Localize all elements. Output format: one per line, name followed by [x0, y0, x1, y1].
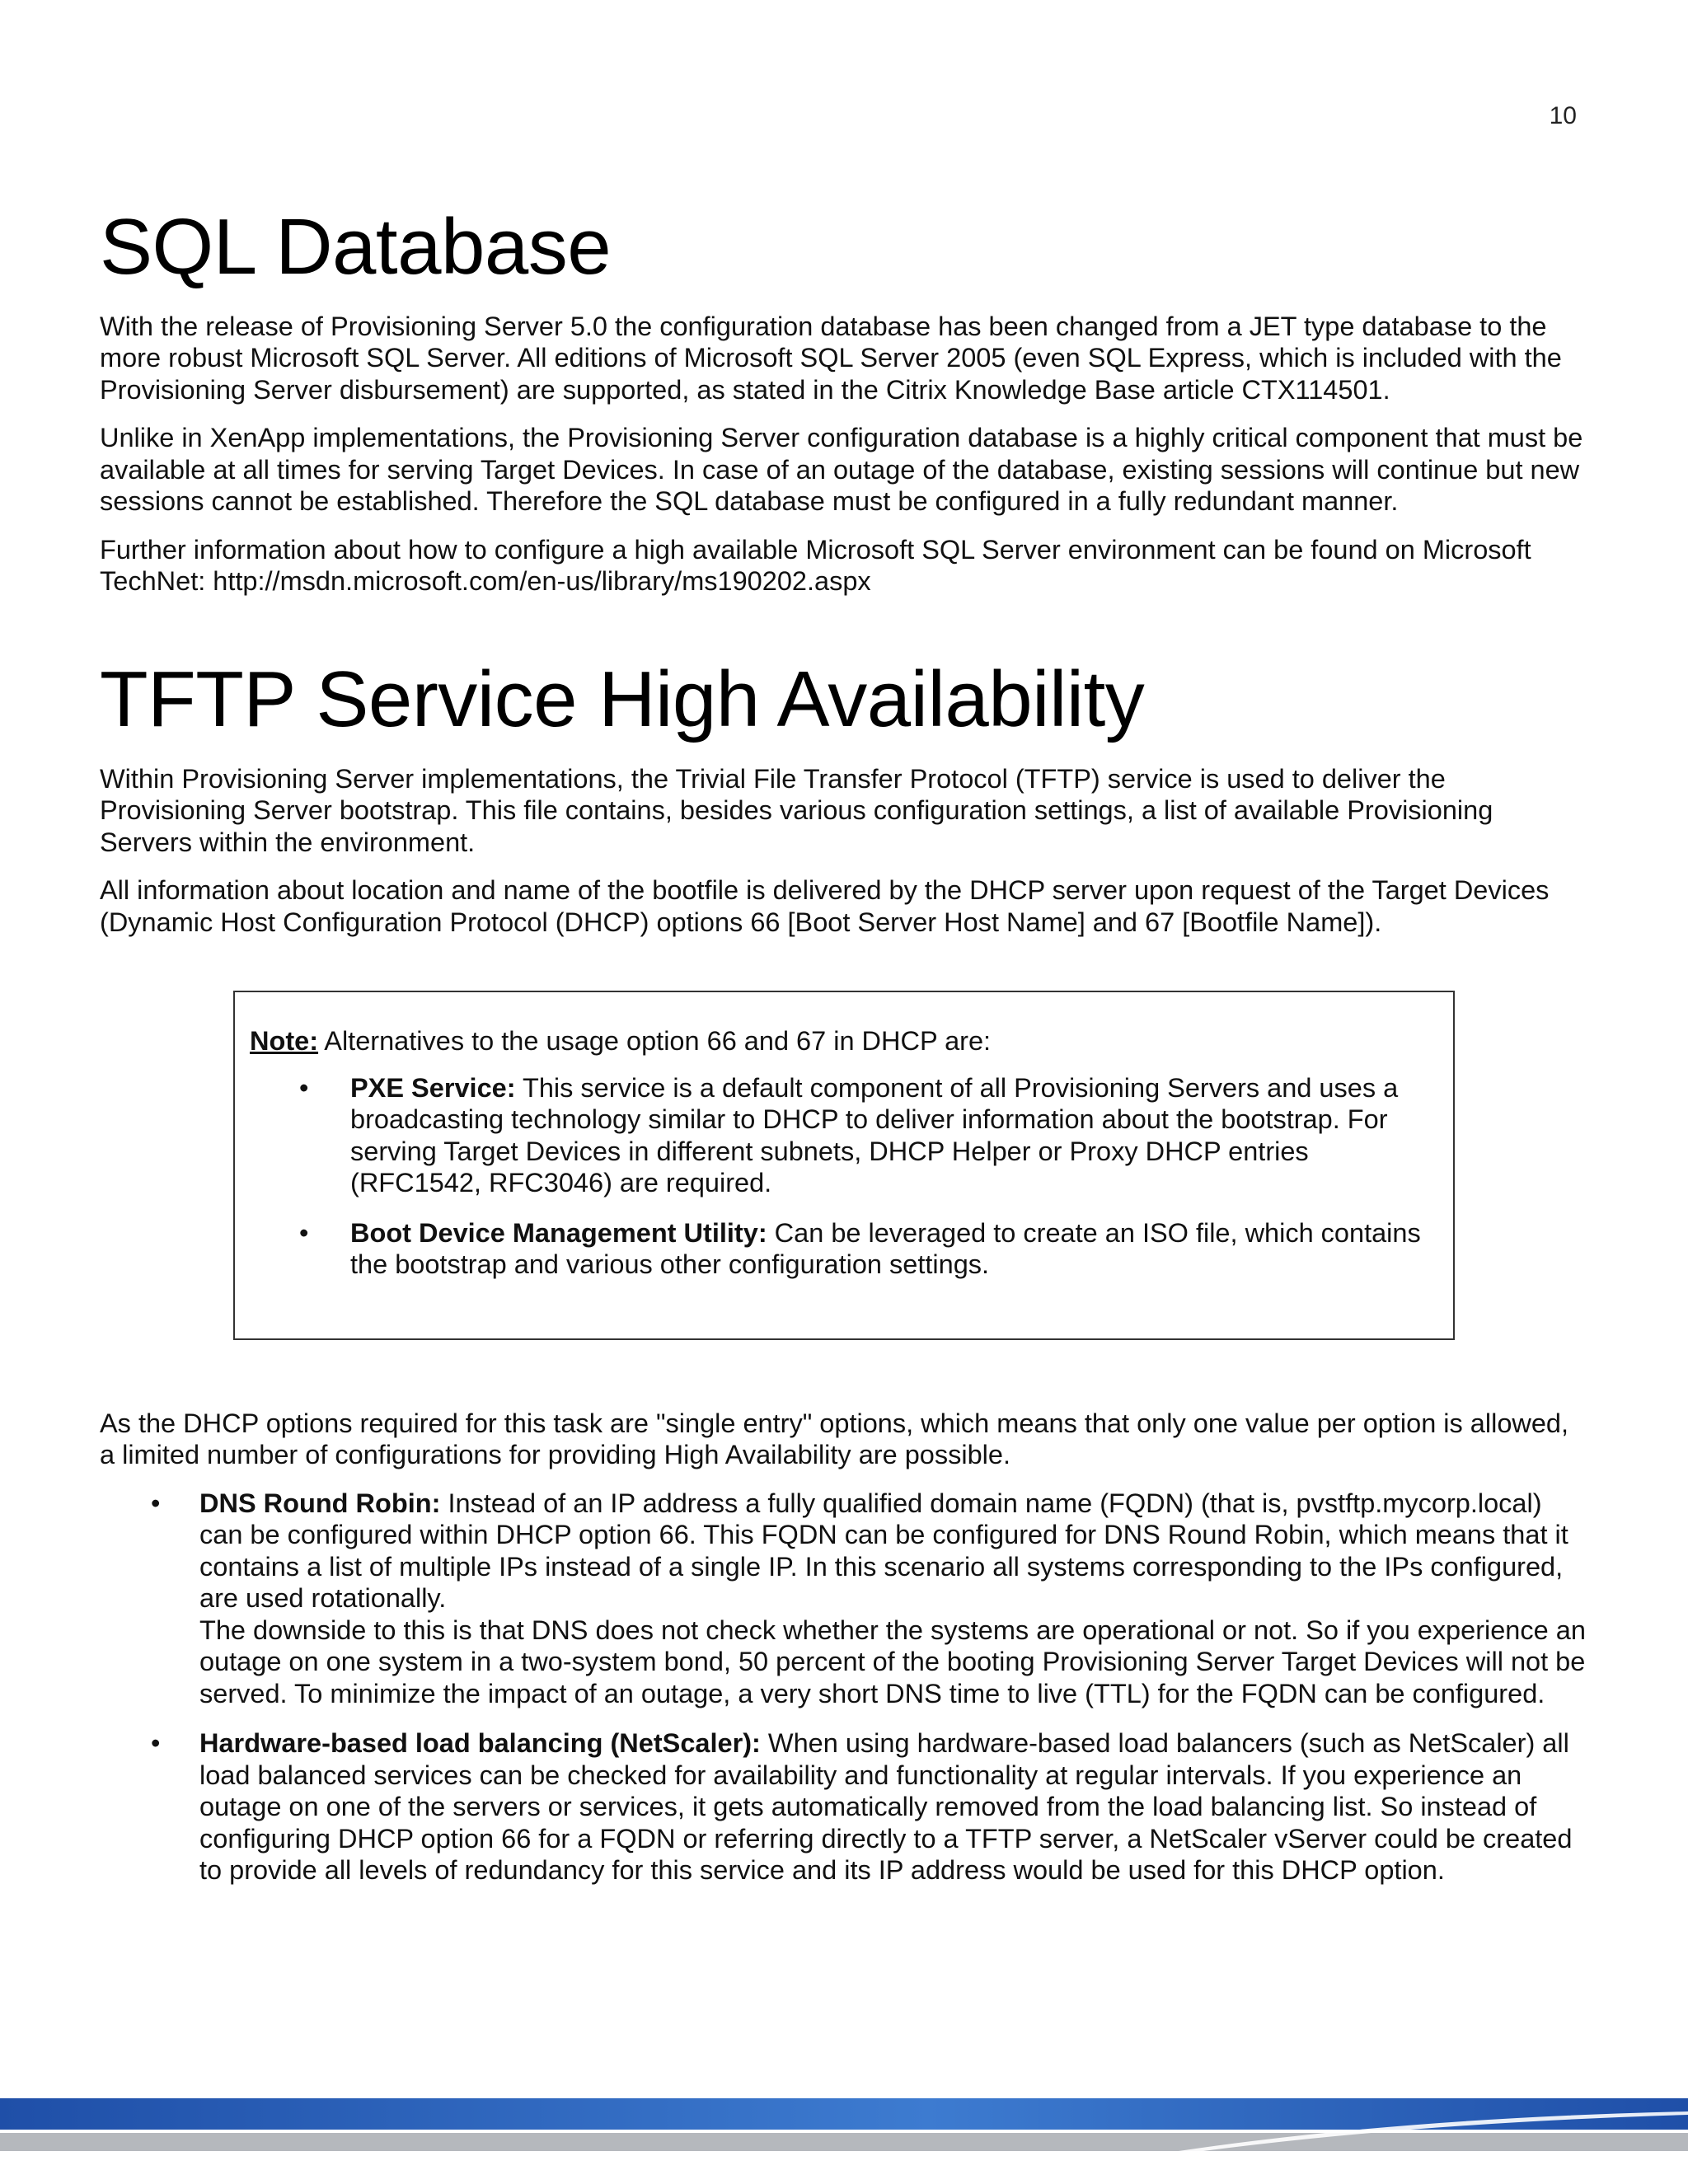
- note-list: [250, 1072, 1435, 1281]
- item-lead: Boot Device Management Utility:: [350, 1217, 767, 1248]
- item-lead: Hardware-based load balancing (NetScaler):: [199, 1728, 761, 1759]
- paragraph: With the release of Provisioning Server 5.0 the configuration database has been changed from a JET type database to the more robust Microsoft SQL Server. All editions of Microsoft SQL Server 2005 (even SQL Express, which is included with the Provisioning Server disbursement) are supported, as stated in the Citrix Knowledge Base article CTX114501.: [100, 311, 1562, 405]
- item-text: Can be leveraged to create an ISO file, which contains the bootstrap and various other configuration settings.: [350, 1217, 1421, 1280]
- paragraph: All information about location and name of the bootfile is delivered by the DHCP server upon request of the Target Devices (Dynamic Host Configuration Protocol (DHCP) options 66 [Boot Server Host Name] and 67 [Bootfile Name]).: [100, 875, 1550, 937]
- list-item: [100, 1488, 1590, 1710]
- paragraph: Within Provisioning Server implementations, the Trivial File Transfer Protocol (TFTP) service is used to deliver the Provisioning Server bootstrap. This file contains, besides various configuration settings, a list of available Provisioning Servers within the environment.: [100, 763, 1493, 857]
- section-heading-sql: SQL Database: [100, 203, 612, 291]
- note-list-item: [250, 1072, 1435, 1199]
- item-text: Instead of an IP address a fully qualified domain name (FQDN) (that is, pvstftp.mycorp.local) can be configured within DHCP option 66. This FQDN can be configured for DNS Round Robin, which means that it contains a list of multiple IPs instead of a single IP. In this scenario all systems corresponding to the IPs configured, are used rotationally.: [199, 1488, 1568, 1614]
- page-number: 10: [1549, 102, 1577, 129]
- paragraph: Unlike in XenApp implementations, the Provisioning Server configuration database is a highly critical component that must be available at all times for serving Target Devices. In case of an outage of the database, existing sessions will continue but new sessions cannot be established. Therefore the SQL database must be configured in a fully redundant manner.: [100, 423, 1583, 517]
- note-text: Alternatives to the usage option 66 and 67 in DHCP are:: [318, 1026, 992, 1057]
- footer-decoration: [0, 2069, 1688, 2184]
- note-label: Note:: [250, 1026, 319, 1057]
- paragraph: As the DHCP options required for this task are "single entry" options, which means that only one value per option is allowed, a limited number of configurations for providing High Availability are possible.: [100, 1408, 1569, 1470]
- bullet-icon: •: [299, 1217, 309, 1248]
- list-item: [100, 1727, 1590, 1886]
- document-body: [100, 203, 1590, 1905]
- paragraph: Further information about how to configure a high available Microsoft SQL Server environment can be found on Microsoft TechNet: http://msdn.microsoft.com/en-us/library/ms190202.aspx: [100, 534, 1531, 597]
- item-lead: DNS Round Robin:: [199, 1488, 441, 1518]
- note-intro: [250, 1025, 1435, 1057]
- bullet-icon: •: [151, 1488, 161, 1518]
- note-box: [233, 991, 1455, 1340]
- note-list-item: [250, 1217, 1435, 1281]
- bullet-icon: •: [151, 1728, 161, 1759]
- ha-options-list: [100, 1488, 1590, 1886]
- item-lead: PXE Service:: [350, 1072, 516, 1103]
- bullet-icon: •: [299, 1072, 309, 1103]
- item-text-continued: The downside to this is that DNS does not check whether the systems are operational or not. So if you experience an outage on one system in a two-system bond, 50 percent of the booting Provisioning Server Target Devices will not be served. To minimize the impact of an outage, a very short DNS time to live (TTL) for the FQDN can be configured.: [199, 1615, 1586, 1708]
- section-heading-tftp: TFTP Service High Availability: [100, 654, 1145, 743]
- item-text: This service is a default component of all Provisioning Servers and uses a broadcasting technology similar to DHCP to deliver information about the bootstrap. For serving Target Devices in different subnets, DHCP Helper or Proxy DHCP entries (RFC1542, RFC3046) are required.: [350, 1072, 1399, 1198]
- footer-gray-band: [0, 2133, 1688, 2151]
- item-text: When using hardware-based load balancers (such as NetScaler) all load balanced services can be checked for availability and functionality at regular intervals. If you experience an outage on one of the servers or services, it gets automatically removed from the load balancing list. So instead of configuring DHCP option 66 for a FQDN or referring directly to a TFTP server, a NetScaler vServer could be created to provide all levels of redundancy for this service and its IP address would be used for this DHCP option.: [199, 1728, 1573, 1886]
